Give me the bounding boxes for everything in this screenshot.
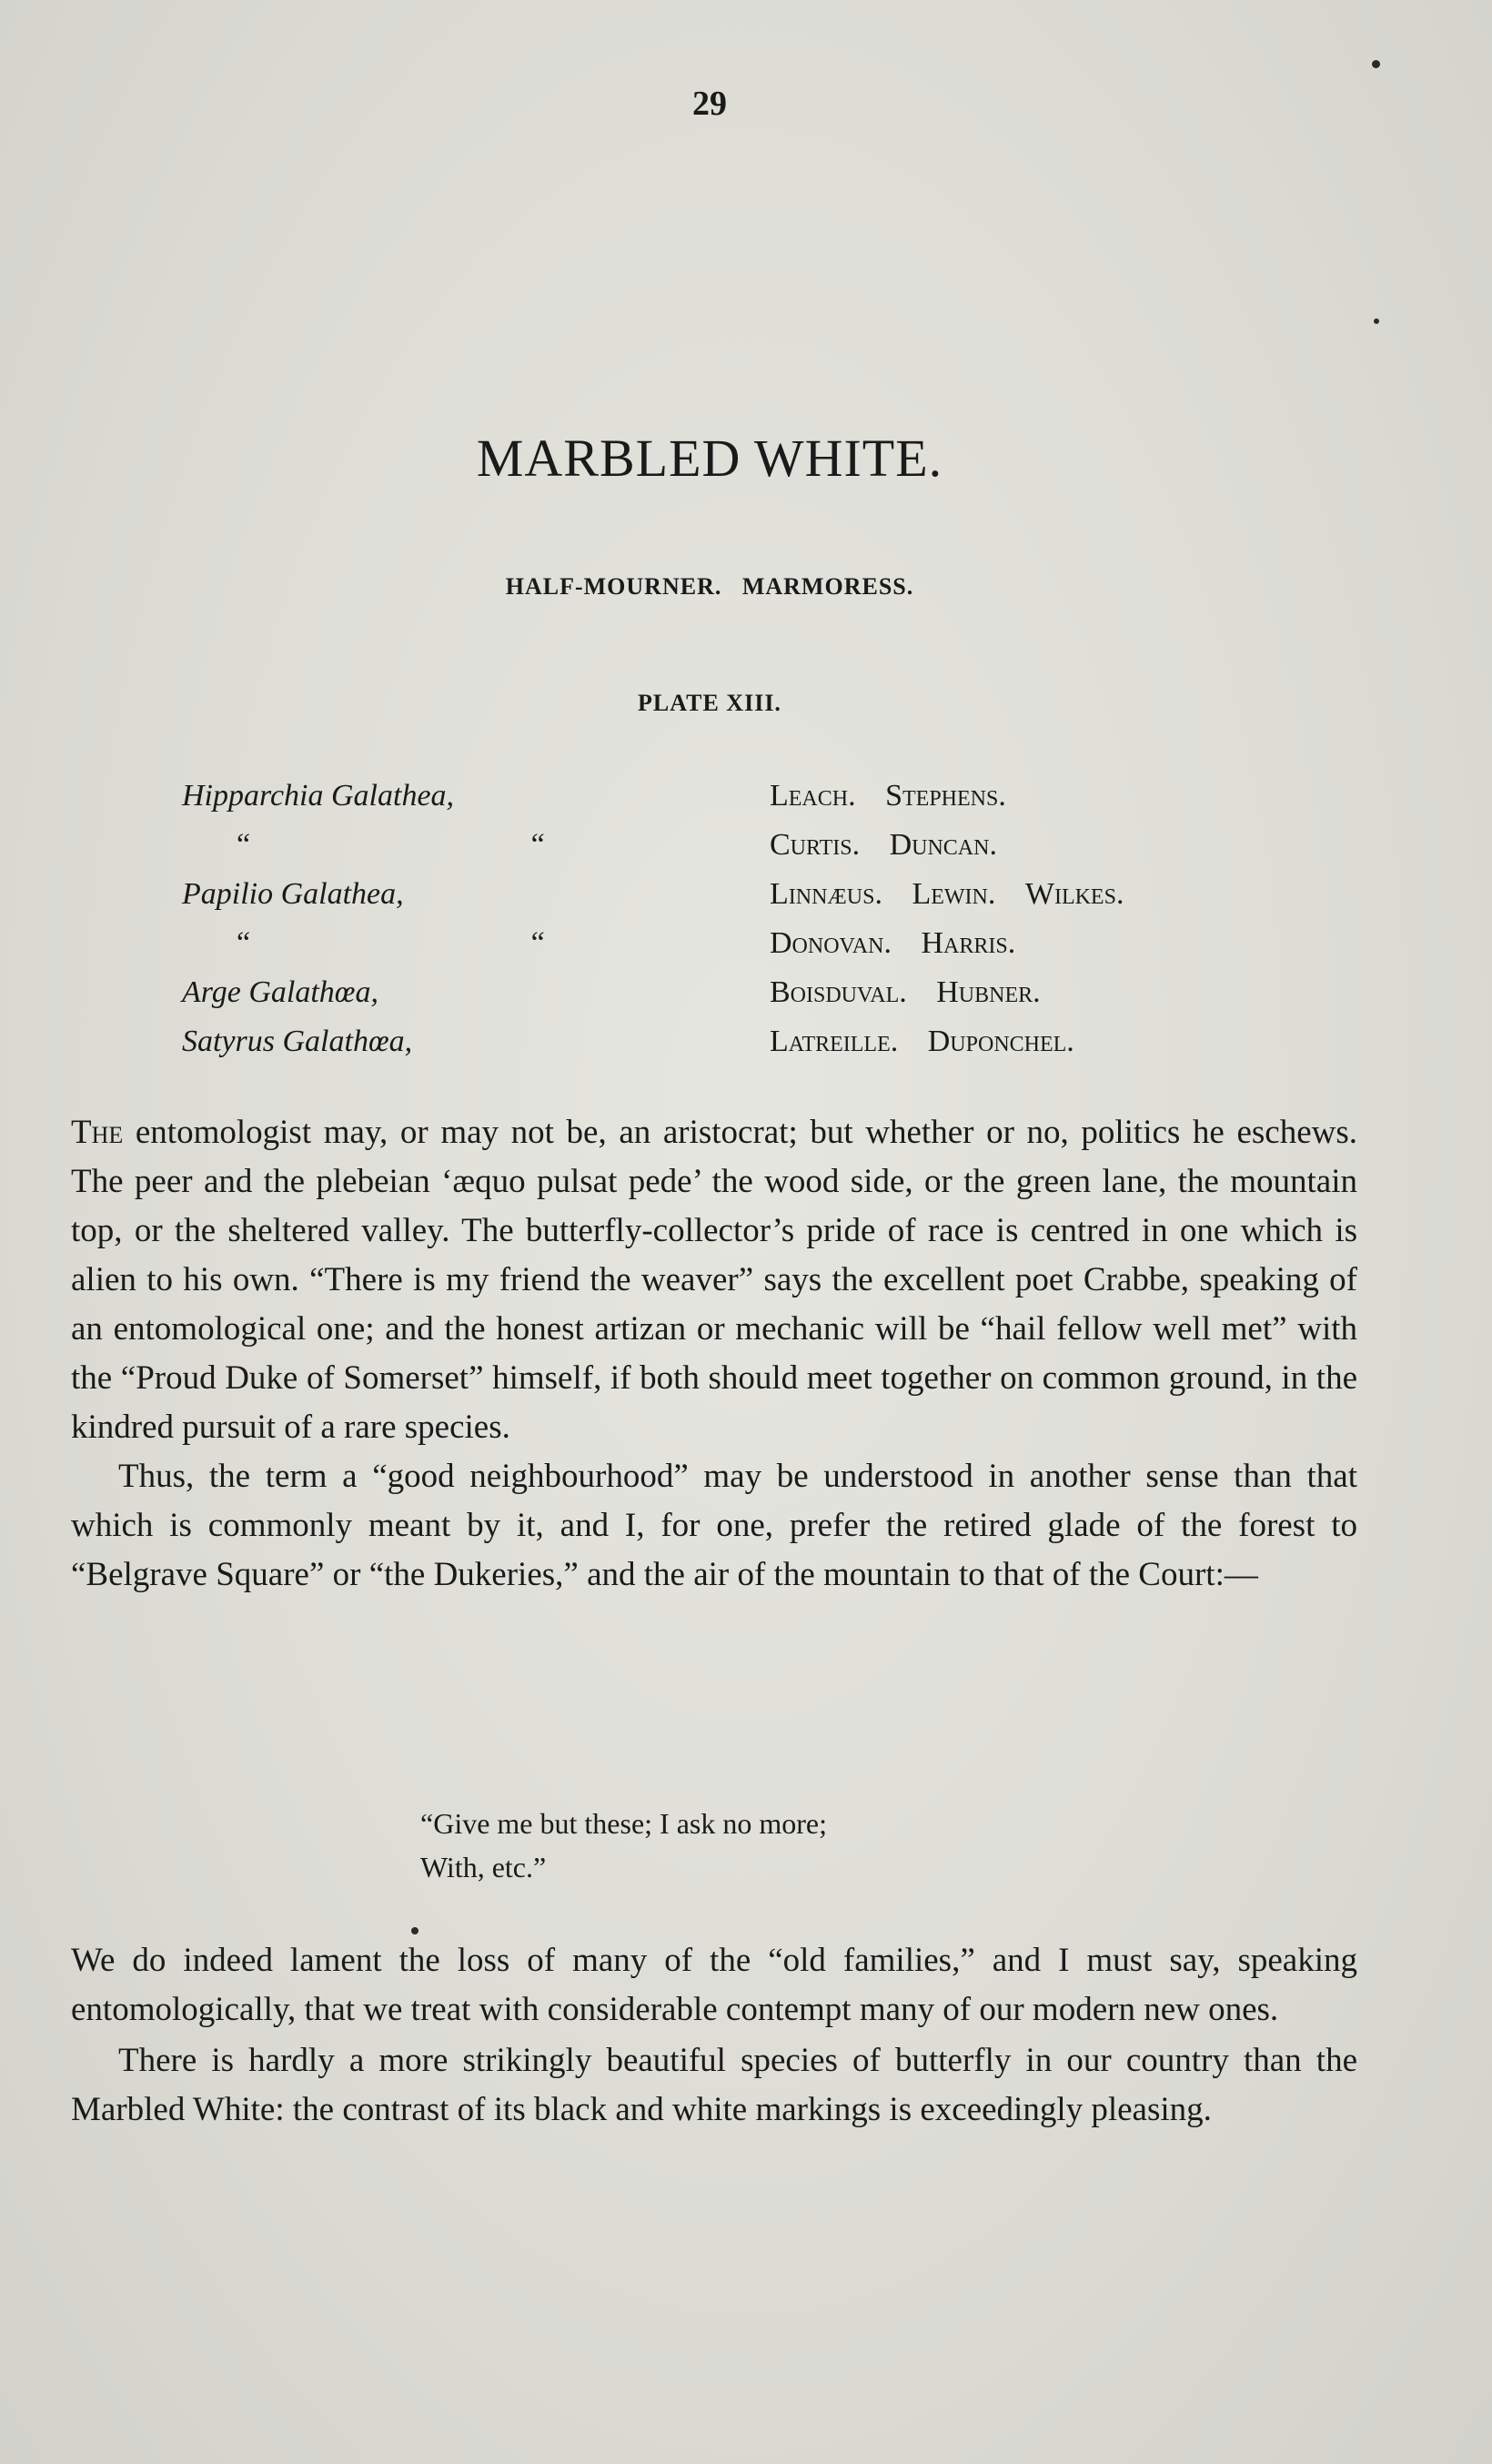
paragraph (71, 1108, 1357, 1452)
authority: Boisduval. (770, 975, 907, 1009)
paragraph-text: entomologist may, or may not be, an aristocrat; but whether or no, politics he eschews. The peer and the plebeian ‘æquo pulsat pede’ the wood side, or the green lane, the mountain top, or the sheltered valley. The butterfly-collector’s pride of race is centred in one which is alien to his own. “There is my friend the weaver” says the excellent poet Crabbe, speaking of an entomological one; and the honest artizan or mechanic will be “hail fellow well met” with the “Proud Duke of Somerset” himself, if both should meet together on common ground, in the kindred pursuit of a rare species. (71, 1114, 1357, 1446)
synonym-row (182, 975, 1365, 1025)
synonym-row (182, 877, 1365, 926)
paragraph: Thus, the term a “good neighbourhood” may be understood in another sense than that which is commonly meant by it, and I, for one, prefer the retired glade of the forest to “Belgrave Square” or “the Dukeries,” and the air of the mountain to that of the Court:— (71, 1458, 1357, 1593)
synonym-row (182, 779, 1365, 828)
ink-spot (1372, 60, 1380, 68)
authority-list (770, 975, 1063, 1010)
authority-list (770, 1025, 1096, 1059)
species-name: Satyrus Galathœa, (182, 1025, 413, 1058)
authority: Duponchel. (927, 1025, 1074, 1058)
species-name: Hipparchia Galathea, (182, 779, 455, 813)
body-text-lower (71, 1936, 1357, 2135)
authority: Latreille. (770, 1025, 899, 1058)
species-name: Arge Galathœa, (182, 975, 378, 1009)
synonym-list (182, 779, 1365, 1074)
authority: Curtis. (770, 828, 861, 862)
authority: Hubner. (936, 975, 1041, 1009)
authority: Donovan. (770, 926, 892, 960)
authority-list (770, 877, 1145, 912)
synonym-row (182, 1025, 1365, 1074)
authority: Wilkes. (1024, 877, 1124, 911)
ink-spot (411, 1927, 418, 1934)
ditto-marks: “ “ (237, 828, 681, 862)
verse-quotation (420, 1802, 827, 1889)
authority: Duncan. (889, 828, 997, 862)
authority: Leach. (770, 779, 856, 813)
verse-line: With, etc.” (420, 1851, 547, 1883)
species-name: Papilio Galathea, (182, 877, 404, 911)
plate-number: PLATE XIII. (638, 690, 781, 716)
paragraph: We do indeed lament the loss of many of the “old families,” and I must say, speaking entomologically, that we treat with considerable contempt many of our modern new ones. (71, 1942, 1357, 2028)
body-text-upper (71, 1108, 1357, 1600)
ink-spot (1374, 318, 1379, 324)
synonym-row (182, 828, 1365, 877)
paragraph-lead-word: The (71, 1114, 124, 1151)
paragraph: There is hardly a more strikingly beautiful species of butterfly in our country than the Marbled White: the contrast of its black and white markings is exceedingly pleasing. (71, 2042, 1357, 2128)
authority-list (770, 828, 1019, 863)
authority-list (770, 926, 1037, 961)
synonym-row (182, 926, 1365, 975)
authority: Stephens. (885, 779, 1006, 813)
authority-list (770, 779, 1028, 813)
ditto-marks: “ “ (237, 926, 681, 960)
alternate-names: HALF-MOURNER. MARMORESS. (505, 573, 914, 600)
verse-line: “Give me but these; I ask no more; (420, 1807, 827, 1840)
authority: Harris. (921, 926, 1016, 960)
page-number: 29 (692, 85, 727, 123)
authority: Linnæus. (770, 877, 882, 911)
page-title: MARBLED WHITE. (476, 429, 943, 488)
authority: Lewin. (912, 877, 996, 911)
